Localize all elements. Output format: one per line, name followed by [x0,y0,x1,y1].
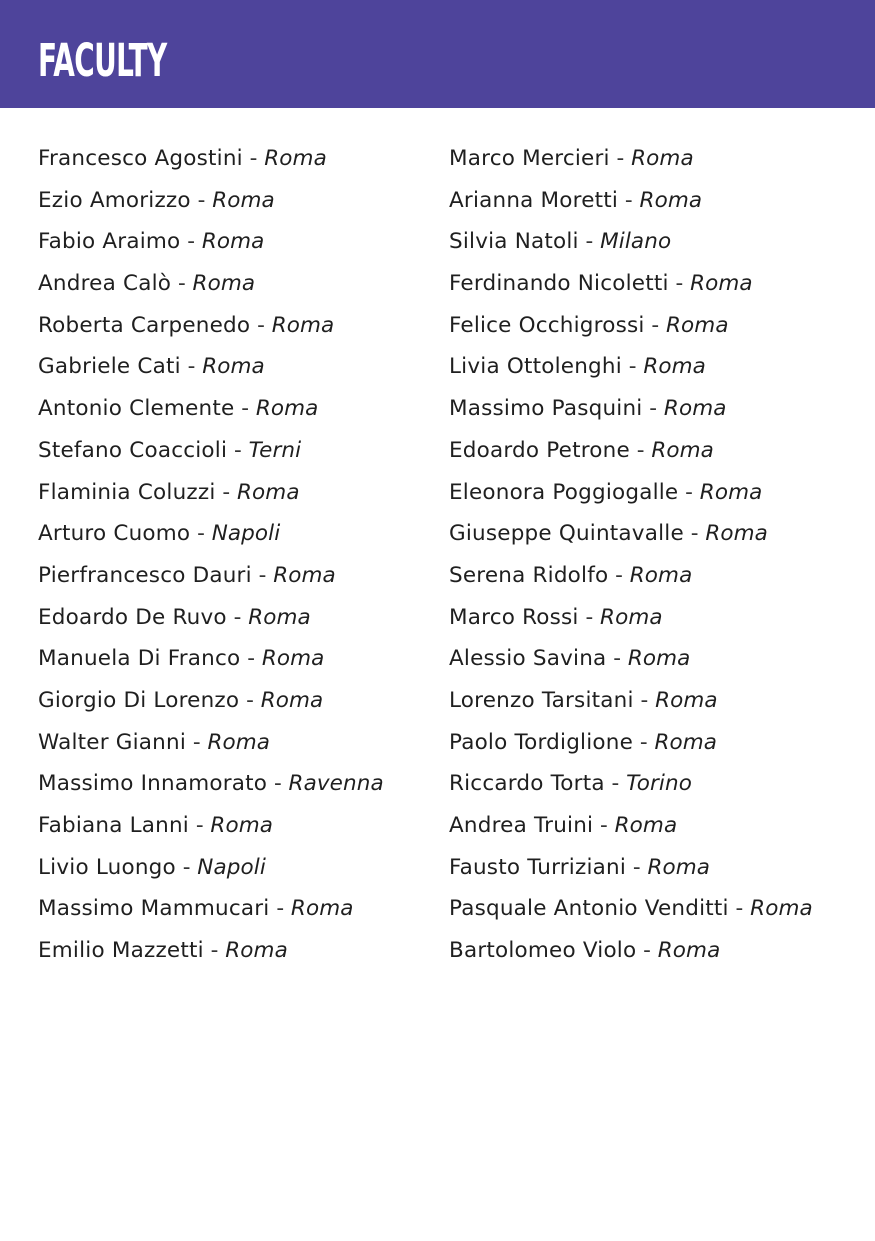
faculty-entry [449,430,859,472]
faculty-city: Roma [629,562,693,588]
faculty-city: Roma [261,646,325,672]
faculty-entry [449,263,859,305]
name-city-separator: - [633,729,655,755]
faculty-entry [38,472,438,514]
faculty-entry [38,722,438,764]
faculty-name: Edoardo De Ruvo [38,604,227,630]
faculty-entry [449,805,859,847]
faculty-entry [449,221,859,263]
faculty-name: Ferdinando Nicoletti [449,271,669,297]
name-city-separator: - [251,562,274,588]
faculty-name: Fabiana Lanni [38,813,189,838]
faculty-name: Eleonora Poggiogalle [449,479,679,505]
faculty-city: Roma [192,271,256,297]
faculty-city: Roma [690,271,753,297]
faculty-entry [449,138,859,180]
faculty-name: Roberta Carpenedo [38,312,251,338]
name-city-separator: - [242,146,265,171]
name-city-separator: - [618,187,640,213]
name-city-separator: - [190,521,212,547]
faculty-entry [38,930,438,972]
faculty-name: Alessio Savina [449,646,607,672]
faculty-entry [449,346,859,388]
faculty-city: Roma [705,521,768,547]
faculty-entry [449,597,859,639]
faculty-name: Paolo Tordiglione [449,729,634,755]
faculty-entry [38,680,438,722]
faculty-name: Silvia Natoli [449,229,579,255]
faculty-city: Roma [202,354,265,380]
faculty-entry [38,888,438,930]
name-city-separator: - [606,646,628,672]
faculty-city: Torino [626,771,692,797]
faculty-entry [38,180,438,222]
header-banner [0,0,875,108]
faculty-name: Marco Rossi [449,604,579,630]
name-city-separator: - [683,521,706,547]
name-city-separator: - [633,687,656,713]
faculty-name: Pierfrancesco Dauri [38,562,252,588]
name-city-separator: - [269,896,291,922]
faculty-city: Roma [639,187,703,213]
name-city-separator: - [240,646,262,672]
faculty-entry [38,638,438,680]
faculty-city: Roma [750,896,813,922]
faculty-entry [38,805,438,847]
faculty-city: Roma [666,312,729,338]
faculty-name: Pasquale Antonio Venditti [449,896,729,922]
faculty-name: Antonio Clemente [38,396,235,422]
page-title: FACULTY [38,34,167,87]
faculty-entry [449,763,859,805]
faculty-name: Massimo Pasquini [449,396,643,422]
name-city-separator: - [175,854,198,880]
faculty-city: Roma [255,396,319,422]
faculty-city: Napoli [197,854,266,880]
faculty-name: Emilio Mazzetti [38,938,204,964]
name-city-separator: - [636,938,658,964]
faculty-entry [449,388,859,430]
faculty-name: Manuela Di Franco [38,646,241,672]
name-city-separator: - [578,229,601,255]
faculty-name: Flaminia Coluzzi [38,479,216,505]
faculty-city: Roma [248,604,311,630]
faculty-city: Roma [663,396,727,422]
faculty-name: Gabriele Cati [38,354,181,380]
faculty-name: Edoardo Petrone [449,437,630,463]
faculty-city: Roma [207,729,271,755]
faculty-city: Roma [225,938,288,964]
faculty-city: Napoli [211,521,281,547]
faculty-name: Livia Ottolenghi [449,354,622,380]
name-city-separator: - [642,396,664,422]
name-city-separator: - [609,146,632,171]
faculty-entry [38,221,438,263]
faculty-city: Roma [260,687,324,713]
name-city-separator: - [239,687,261,713]
faculty-city: Roma [210,813,274,838]
name-city-separator: - [678,479,700,505]
faculty-entry [449,847,859,889]
faculty-entry [449,555,859,597]
faculty-entry [38,430,438,472]
faculty-name: Bartolomeo Violo [449,938,637,964]
faculty-city: Roma [651,437,714,463]
name-city-separator: - [215,479,237,505]
name-city-separator: - [668,271,691,297]
faculty-name: Giorgio Di Lorenzo [38,687,240,713]
name-city-separator: - [234,396,256,422]
faculty-name: Arturo Cuomo [38,521,191,547]
faculty-entry [38,597,438,639]
faculty-city: Ravenna [288,771,384,797]
name-city-separator: - [626,854,648,880]
name-city-separator: - [190,187,213,213]
name-city-separator: - [171,271,193,297]
faculty-entry [38,138,438,180]
name-city-separator: - [180,229,202,255]
name-city-separator: - [188,813,211,838]
faculty-name: Serena Ridolfo [449,562,609,588]
faculty-city: Roma [273,562,336,588]
faculty-city: Roma [657,938,721,964]
faculty-city: Roma [627,646,691,672]
faculty-entry [449,930,859,972]
name-city-separator: - [644,312,666,338]
faculty-city: Roma [655,687,718,713]
faculty-entry [449,472,859,514]
faculty-name: Massimo Innamorato [38,771,268,797]
name-city-separator: - [250,312,272,338]
name-city-separator: - [629,437,652,463]
name-city-separator: - [186,729,208,755]
name-city-separator: - [593,813,615,838]
faculty-name: Stefano Coaccioli [38,437,228,463]
faculty-name: Arianna Moretti [449,187,619,213]
faculty-entry [38,305,438,347]
faculty-name: Andrea Truini [449,813,594,838]
name-city-separator: - [604,771,627,797]
faculty-name: Marco Mercieri [449,146,610,171]
faculty-city: Roma [201,229,265,255]
name-city-separator: - [180,354,203,380]
faculty-city: Roma [290,896,354,922]
faculty-entry [38,847,438,889]
faculty-city: Milano [600,229,672,255]
name-city-separator: - [226,604,249,630]
faculty-city: Roma [237,479,300,505]
faculty-name: Lorenzo Tarsitani [449,687,634,713]
faculty-city: Roma [631,146,694,171]
faculty-entry [38,513,438,555]
faculty-name: Riccardo Torta [449,771,605,797]
faculty-entry [449,305,859,347]
faculty-entry [449,180,859,222]
faculty-name: Andrea Calò [38,271,172,297]
faculty-entry [38,555,438,597]
name-city-separator: - [578,604,601,630]
faculty-city: Roma [271,312,335,338]
faculty-name: Fausto Turriziani [449,854,627,880]
faculty-name: Giuseppe Quintavalle [449,521,684,547]
name-city-separator: - [267,771,289,797]
faculty-city: Roma [647,854,711,880]
faculty-name: Francesco Agostini [38,146,243,171]
faculty-city: Roma [699,479,763,505]
faculty-entry [449,722,859,764]
faculty-city: Roma [600,604,663,630]
faculty-city: Roma [212,187,275,213]
faculty-name: Ezio Amorizzo [38,187,191,213]
faculty-name: Fabio Araimo [38,229,181,255]
faculty-entry [449,638,859,680]
faculty-city: Roma [643,354,706,380]
faculty-name: Felice Occhigrossi [449,312,645,338]
faculty-name: Livio Luongo [38,854,176,880]
faculty-city: Roma [264,146,327,171]
name-city-separator: - [227,437,249,463]
faculty-list-left [38,138,438,972]
faculty-entry [38,263,438,305]
faculty-name: Massimo Mammucari [38,896,270,922]
faculty-entry [38,763,438,805]
faculty-entry [38,346,438,388]
faculty-entry [449,513,859,555]
faculty-city: Terni [248,437,302,463]
faculty-city: Roma [654,729,718,755]
name-city-separator: - [203,938,226,964]
faculty-name: Walter Gianni [38,729,186,755]
faculty-entry [38,388,438,430]
name-city-separator: - [608,562,630,588]
faculty-city: Roma [614,813,678,838]
faculty-entry [449,680,859,722]
faculty-list-right [449,138,859,972]
name-city-separator: - [728,896,751,922]
faculty-entry [449,888,859,930]
name-city-separator: - [621,354,644,380]
